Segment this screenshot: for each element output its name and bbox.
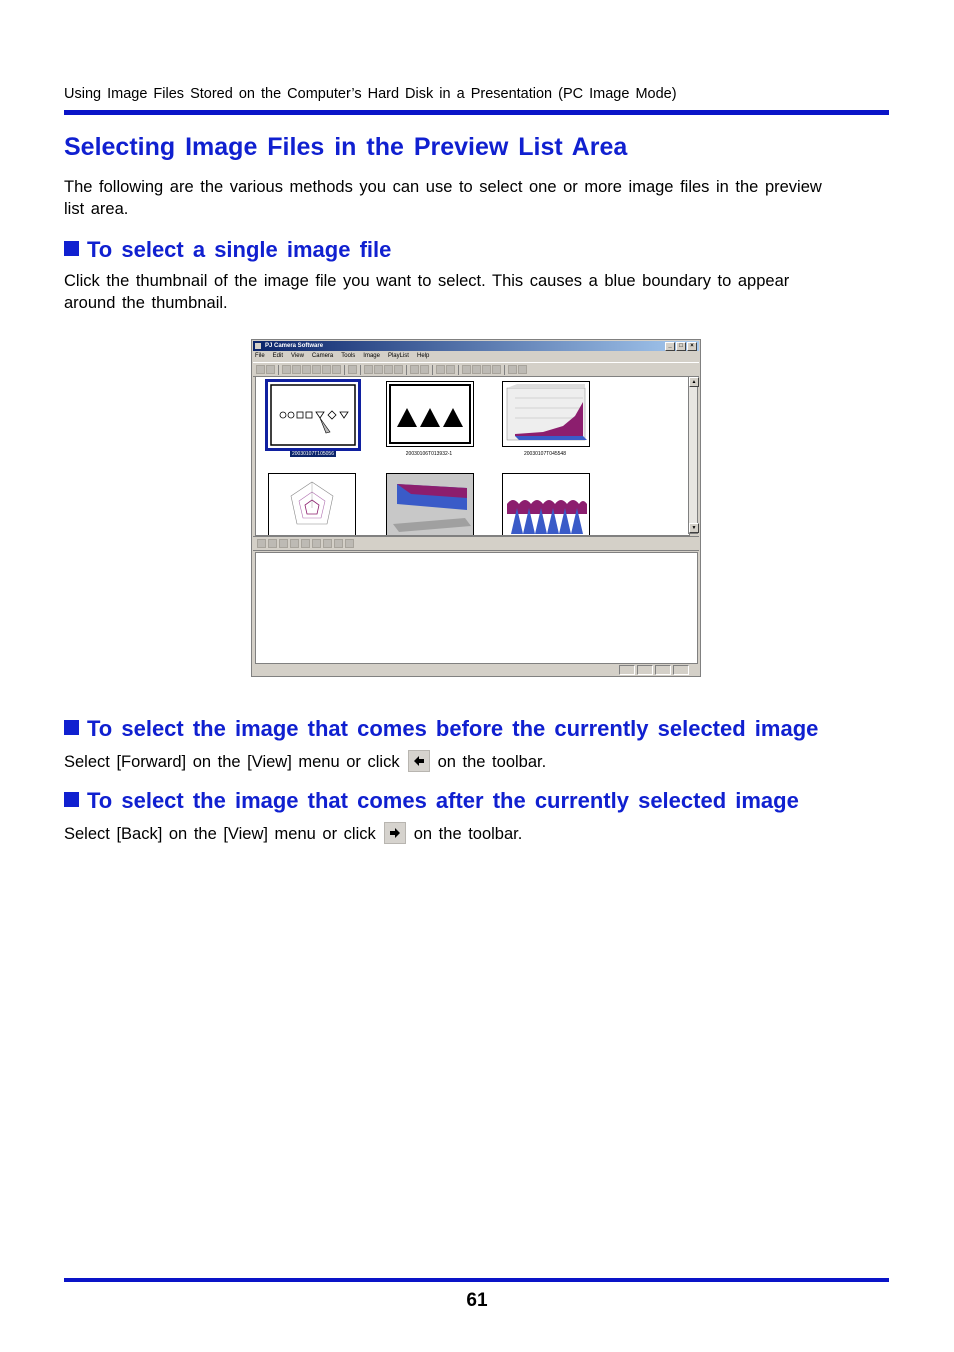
- toolbar-button[interactable]: [364, 365, 373, 374]
- toolbar-button[interactable]: [256, 365, 265, 374]
- triangles-thumbnail-image: [387, 382, 473, 446]
- toolbar-button[interactable]: [345, 539, 354, 548]
- status-panel: [637, 665, 653, 675]
- toolbar-separator: [278, 365, 279, 375]
- toolbar-button[interactable]: [312, 365, 321, 374]
- toolbar-button[interactable]: [282, 365, 291, 374]
- status-panel: [619, 665, 635, 675]
- scroll-up-icon[interactable]: ▲: [689, 377, 699, 387]
- thumbnail[interactable]: [502, 473, 590, 536]
- app-window-screenshot: [251, 339, 701, 677]
- running-header: Using Image Files Stored on the Computer’s Hard Disk in a Presentation (PC Image Mode): [64, 86, 677, 102]
- main-toolbar: [253, 362, 699, 377]
- menu-playlist[interactable]: PlayList: [387, 353, 409, 359]
- back-arrow-icon[interactable]: [462, 365, 471, 374]
- footer-rule: [64, 1278, 889, 1282]
- cone-chart-thumbnail-image: [503, 474, 589, 536]
- toolbar-separator: [458, 365, 459, 375]
- toolbar-button[interactable]: [446, 365, 455, 374]
- toolbar-button[interactable]: [410, 365, 419, 374]
- toolbar-button[interactable]: [301, 539, 310, 548]
- toolbar-button[interactable]: [518, 365, 527, 374]
- menu-view[interactable]: View: [291, 353, 304, 359]
- subheading-after: [64, 788, 799, 814]
- toolbar-button[interactable]: [420, 365, 429, 374]
- status-panel: [655, 665, 671, 675]
- menu-tools[interactable]: Tools: [341, 353, 356, 359]
- single-paragraph: Click the thumbnail of the image file you want to select. This causes a blue boundary to appear around the thumbnail.: [64, 272, 790, 312]
- toolbar-separator: [344, 365, 345, 375]
- scroll-down-icon[interactable]: ▼: [689, 523, 699, 533]
- menu-camera[interactable]: Camera: [311, 353, 334, 359]
- thumbnail[interactable]: [268, 473, 356, 536]
- thumbnail-caption: 20030107T045548: [524, 451, 566, 457]
- toolbar-button[interactable]: [482, 365, 491, 374]
- after-text-end: on the toolbar.: [413, 825, 523, 843]
- toolbar-button[interactable]: [292, 365, 301, 374]
- minimize-icon[interactable]: _: [665, 342, 675, 351]
- toolbar-button[interactable]: [348, 365, 357, 374]
- intro-paragraph: The following are the various methods you can use to select one or more image files in the preview list area.: [64, 178, 822, 218]
- before-text-start: Select [Forward] on the [View] menu or click: [64, 753, 400, 771]
- thumbnail[interactable]: [386, 473, 474, 536]
- subheading-after-text: To select the image that comes after the currently selected image: [87, 788, 799, 813]
- toolbar-button[interactable]: [302, 365, 311, 374]
- toolbar-button[interactable]: [508, 365, 517, 374]
- toolbar-separator: [432, 365, 433, 375]
- preview-list-area[interactable]: [255, 376, 690, 536]
- toolbar-button[interactable]: [384, 365, 393, 374]
- area-chart-thumbnail-image: [503, 382, 589, 446]
- menu-file[interactable]: File: [255, 353, 265, 359]
- status-bar: [253, 664, 699, 675]
- toolbar-button[interactable]: [436, 365, 445, 374]
- toolbar-button[interactable]: [279, 539, 288, 548]
- thumbnail-caption-selected: 20030107T105056: [292, 451, 334, 457]
- toolbar-button[interactable]: [257, 539, 266, 548]
- menu-bar: [255, 352, 429, 361]
- toolbar-button[interactable]: [394, 365, 403, 374]
- section-title: Selecting Image Files in the Preview List Area: [64, 133, 628, 161]
- page-number: 61: [466, 1290, 488, 1311]
- toolbar-button[interactable]: [312, 539, 321, 548]
- header-rule: [64, 110, 889, 115]
- bullet-square-icon: [64, 792, 79, 807]
- thumbnail-caption: 20030106T013932-1: [405, 451, 453, 457]
- bullet-square-icon: [64, 241, 79, 256]
- app-icon: [255, 343, 261, 349]
- maximize-icon[interactable]: □: [676, 342, 686, 351]
- playlist-area[interactable]: [255, 552, 698, 664]
- toolbar-separator: [360, 365, 361, 375]
- toolbar-button[interactable]: [323, 539, 332, 548]
- toolbar-button[interactable]: [334, 539, 343, 548]
- forward-arrow-icon: [384, 822, 406, 844]
- toolbar-button[interactable]: [332, 365, 341, 374]
- toolbar-button[interactable]: [322, 365, 331, 374]
- preview-scrollbar[interactable]: [688, 376, 698, 534]
- thumbnail-selected[interactable]: [266, 380, 360, 450]
- playlist-toolbar: [253, 536, 699, 551]
- thumbnail[interactable]: [502, 381, 590, 447]
- after-text-start: Select [Back] on the [View] menu or click: [64, 825, 376, 843]
- menu-edit[interactable]: Edit: [272, 353, 284, 359]
- subheading-before-text: To select the image that comes before the currently selected image: [87, 716, 819, 741]
- forward-arrow-icon[interactable]: [472, 365, 481, 374]
- status-panel: [673, 665, 689, 675]
- before-text-end: on the toolbar.: [437, 753, 547, 771]
- toolbar-button[interactable]: [266, 365, 275, 374]
- toolbar-separator: [504, 365, 505, 375]
- bullet-square-icon: [64, 720, 79, 735]
- radar-chart-thumbnail-image: [269, 474, 355, 536]
- back-arrow-icon: [408, 750, 430, 772]
- subheading-single: [64, 237, 391, 263]
- toolbar-button[interactable]: [374, 365, 383, 374]
- window-titlebar: [253, 341, 699, 351]
- toolbar-separator: [406, 365, 407, 375]
- before-instruction: [64, 750, 546, 772]
- subheading-single-text: To select a single image file: [87, 237, 392, 262]
- subheading-before: [64, 716, 818, 742]
- thumbnail[interactable]: [386, 381, 474, 447]
- menu-help[interactable]: Help: [416, 353, 430, 359]
- after-instruction: [64, 822, 522, 844]
- menu-image[interactable]: Image: [363, 353, 380, 359]
- window-title: PJ Camera Software: [265, 343, 324, 349]
- toolbar-button[interactable]: [268, 539, 277, 548]
- 3d-chart-thumbnail-image: [387, 474, 473, 536]
- shapes-thumbnail-image: [268, 382, 358, 448]
- toolbar-button[interactable]: [290, 539, 299, 548]
- close-icon[interactable]: ×: [687, 342, 697, 351]
- toolbar-button[interactable]: [492, 365, 501, 374]
